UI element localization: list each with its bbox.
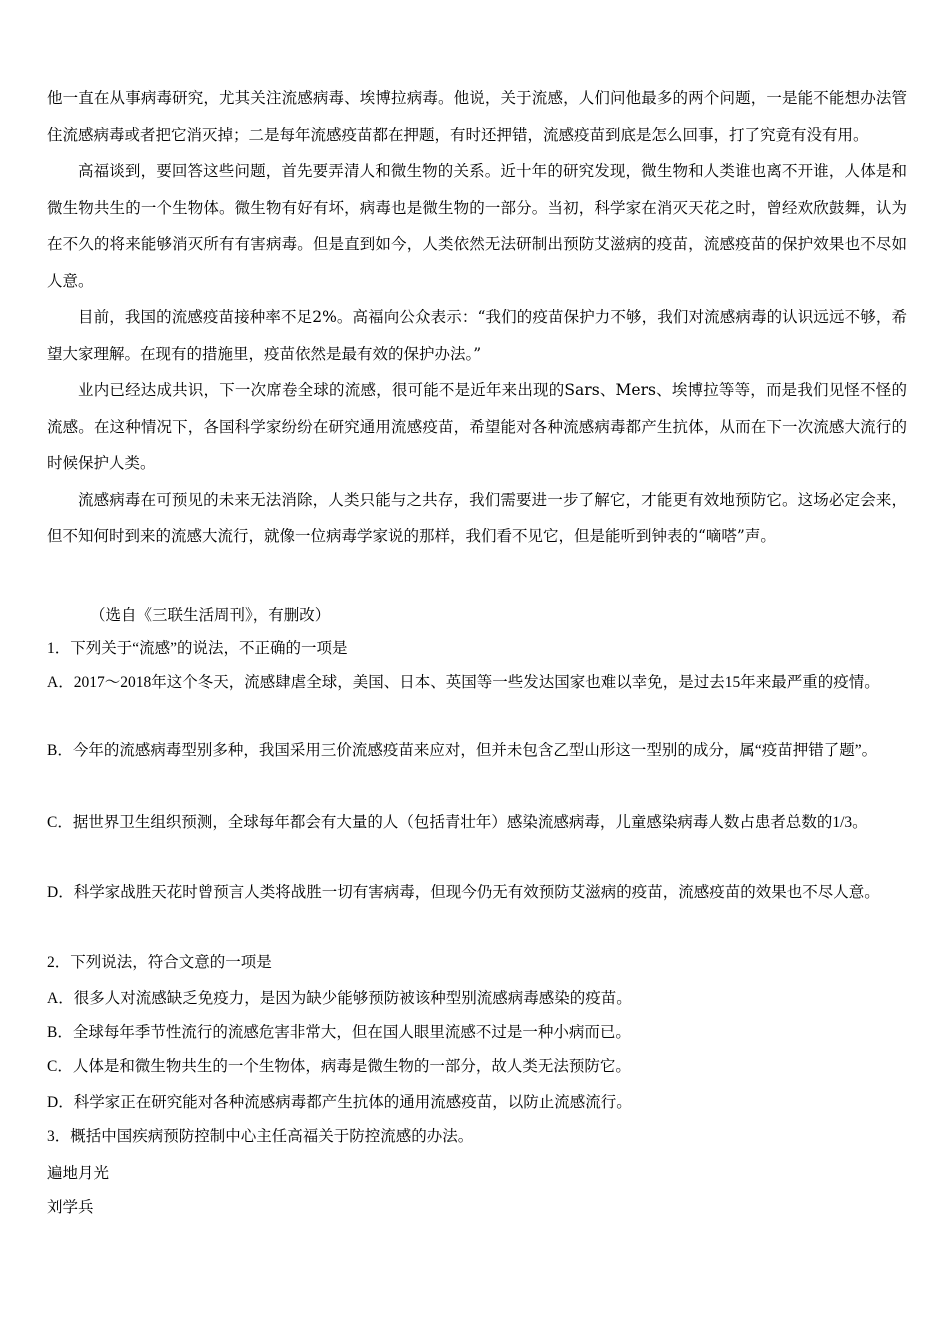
next-text-title: 遍地月光 (47, 1164, 110, 1182)
question-2-option-b: B．全球每年季节性流行的流感危害非常大，但在国人眼里流感不过是一种小病而已。 (47, 1024, 631, 1041)
question-2-stem: 2．下列说法，符合文意的一项是 (47, 954, 272, 971)
question-1-option-b: B．今年的流感病毒型别多种，我国采用三价流感疫苗来应对，但并未包含乙型山形这一型别的成分，属“疫苗押错了题”。 (47, 742, 878, 759)
question-1-option-a: A．2017～2018年这个冬天，流感肆虐全球，美国、日本、英国等一些发达国家也难以幸免，是过去15年来最严重的疫情。 (47, 674, 880, 691)
passage-paragraph-1: 他一直在从事病毒研究，尤其关注流感病毒、埃博拉病毒。他说，关于流感，人们问他最多的两个问题，一是能不能想办法管住流感病毒或者把它消灭掉；二是每年流感疫苗都在押题，有时还押错，流感疫苗到底是怎么回事，打了究竟有没有用。 (47, 89, 907, 144)
question-2-option-d: D．科学家正在研究能对各种流感病毒都产生抗体的通用流感疫苗，以防止流感流行。 (47, 1094, 632, 1111)
passage-paragraph-3: 目前，我国的流感疫苗接种率不足2%。高福向公众表示：“我们的疫苗保护力不够，我们对流感病毒的认识远远不够，希望大家理解。在现有的措施里，疫苗依然是最有效的保护办法。” (47, 308, 907, 363)
passage-body (47, 80, 907, 555)
question-1-stem: 1．下列关于“流感”的说法，不正确的一项是 (47, 640, 348, 657)
question-2-option-c: C．人体是和微生物共生的一个生物体，病毒是微生物的一部分，故人类无法预防它。 (47, 1058, 631, 1075)
next-text-author: 刘学兵 (47, 1198, 94, 1216)
passage-paragraph-2: 高福谈到，要回答这些问题，首先要弄清人和微生物的关系。近十年的研究发现，微生物和人类谁也离不开谁，人体是和微生物共生的一个生物体。微生物有好有坏，病毒也是微生物的一部分。当初，科学家在消灭天花之时，曾经欢欣鼓舞，认为在不久的将来能够消灭所有有害病毒。但是直到如今，人类依然无法研制出预防艾滋病的疫苗，流感疫苗的保护效果也不尽如人意。 (47, 162, 907, 290)
passage-paragraph-4: 业内已经达成共识，下一次席卷全球的流感，很可能不是近年来出现的Sars、Mers、埃博拉等等，而是我们见怪不怪的流感。在这种情况下，各国科学家纷纷在研究通用流感疫苗，希望能对各种流感病毒都产生抗体，从而在下一次流感大流行的时候保护人类。 (47, 381, 907, 472)
question-2-option-a: A．很多人对流感缺乏免疫力，是因为缺少能够预防被该种型别流感病毒感染的疫苗。 (47, 990, 632, 1007)
question-3-stem: 3．概括中国疾病预防控制中心主任高福关于防控流感的办法。 (47, 1128, 474, 1145)
passage-source: （选自《三联生活周刊》，有删改） (90, 606, 331, 624)
passage-paragraph-5: 流感病毒在可预见的未来无法消除，人类只能与之共存，我们需要进一步了解它，才能更有效地预防它。这场必定会来，但不知何时到来的流感大流行，就像一位病毒学家说的那样，我们看不见它，但是能听到钟表的“嘀嗒”声。 (47, 490, 907, 545)
question-1-option-d: D．科学家战胜天花时曾预言人类将战胜一切有害病毒，但现今仍无有效预防艾滋病的疫苗，流感疫苗的效果也不尽人意。 (47, 884, 880, 901)
question-1-option-c: C．据世界卫生组织预测，全球每年都会有大量的人（包括青壮年）感染流感病毒，儿童感染病毒人数占患者总数的1/3。 (47, 814, 868, 831)
